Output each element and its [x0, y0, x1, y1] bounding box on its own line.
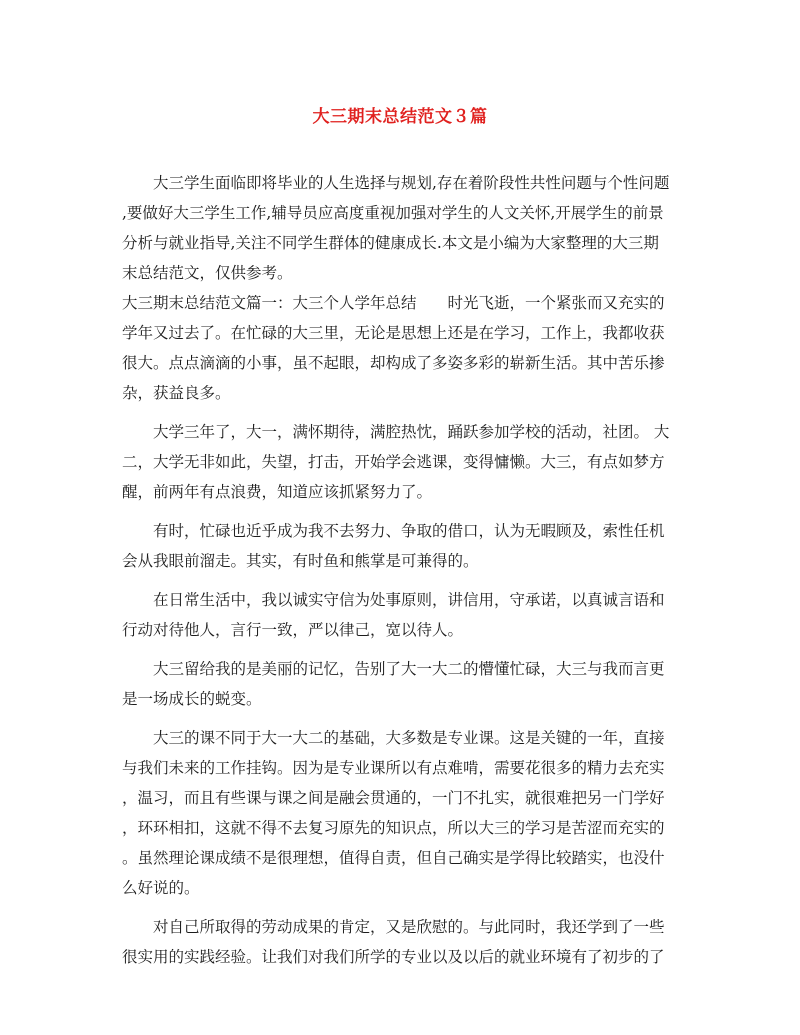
text-line: 有时，忙碌也近乎成为我不去努力、争取的借口，认为无暇顾及，索性任机 [153, 522, 665, 540]
text-line: ,要做好大三学生工作,辅导员应高度重视加强对学生的人文关怀,开展学生的前景 [122, 204, 664, 222]
text-line: 杂，获益良多。 [122, 384, 231, 402]
text-line: 与我们未来的工作挂钩。因为是专业课所以有点难啃，需要花很多的精力去充实 [122, 759, 665, 777]
text-line: 大三的课不同于大一大二的基础，大多数是专业课。这是关键的一年，直接 [153, 729, 665, 747]
text-line: 二，大学无非如此，失望，打击，开始学会逃课，变得慵懒。大三，有点如梦方 [122, 453, 665, 471]
text-line: 醒，前两年有点浪费，知道应该抓紧努力了。 [122, 483, 433, 501]
text-line: 会从我眼前溜走。其实，有时鱼和熊掌是可兼得的。 [122, 552, 479, 570]
text-line: 很大。点点滴滴的小事，虽不起眼，却构成了多姿多彩的崭新生活。其中苦乐掺 [122, 354, 665, 372]
text-line: ，环环相扣，这就不得不去复习原先的知识点，所以大三的学习是苦涩而充实的 [122, 819, 665, 837]
text-line: 大三学生面临即将毕业的人生选择与规划,存在着阶段性共性问题与个性问题 [153, 174, 670, 192]
text-line: 么好说的。 [122, 879, 200, 897]
text-line: 大学三年了，大一，满怀期待，满腔热忱，踊跃参加学校的活动，社团。 大 [153, 423, 670, 441]
text-line: 末总结范文，仅供参考。 [122, 264, 293, 282]
text-line: 是一场成长的蜕变。 [122, 690, 262, 708]
text-line: 对自己所取得的劳动成果的肯定，又是欣慰的。与此同时，我还学到了一些 [153, 918, 665, 936]
text-line: 。虽然理论课成绩不是很理想，值得自责，但自己确实是学得比较踏实，也没什 [122, 849, 665, 867]
text-line: 大三期末总结范文篇一：大三个人学年总结 时光飞逝，一个紧张而又充实的 [122, 294, 665, 312]
text-line: 大三留给我的是美丽的记忆，告别了大一大二的懵懂忙碌，大三与我而言更 [153, 660, 665, 678]
text-line: ，温习，而且有些课与课之间是融会贯通的，一门不扎实，就很难把另一门学好 [122, 789, 665, 807]
text-line: 行动对待他人，言行一致，严以律己，宽以待人。 [122, 621, 464, 639]
text-line: 在日常生活中，我以诚实守信为处事原则，讲信用，守承诺，以真诚言语和 [153, 591, 665, 609]
text-line: 分析与就业指导,关注不同学生群体的健康成长.本文是小编为大家整理的大三期 [122, 234, 659, 252]
text-line: 学年又过去了。在忙碌的大三里，无论是思想上还是在学习，工作上，我都收获 [122, 324, 665, 342]
text-line: 很实用的实践经验。让我们对我们所学的专业以及以后的就业环境有了初步的了 [122, 948, 665, 966]
document-title: 大三期末总结范文３篇 [312, 107, 488, 127]
document-body [122, 168, 682, 972]
